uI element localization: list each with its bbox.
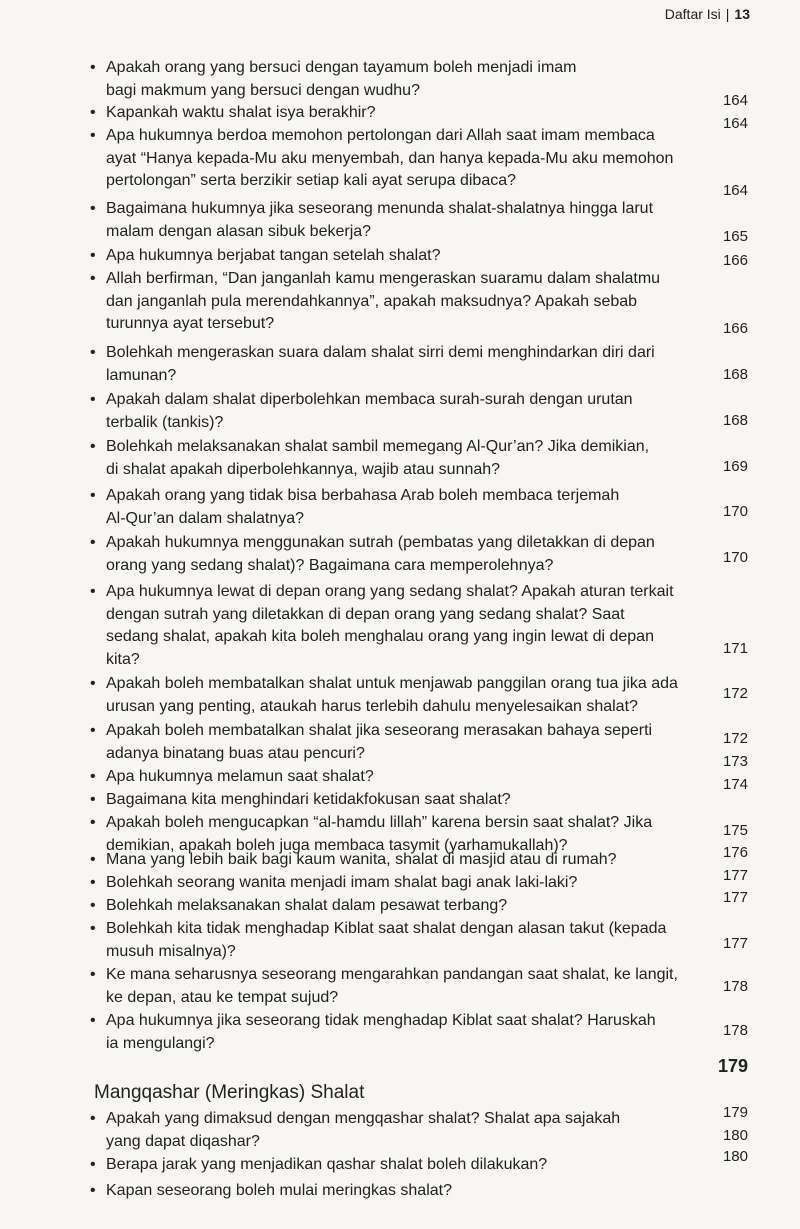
toc-entry-line: ia mengulangi? [106,1034,215,1052]
toc-entry [90,964,790,1009]
page-number: 179 [722,1104,748,1121]
toc-entry [90,849,790,872]
toc-entry-line: Apakah boleh membatalkan shalat untuk menjawab panggilan orang tua jika ada [106,675,678,692]
toc-entry-text [106,581,790,671]
toc-entry [90,1010,790,1055]
toc-entry-text [106,245,790,268]
toc-entry [90,766,790,789]
toc-entry-line: adanya binatang buas atau pencuri? [106,744,365,762]
page-number: 168 [722,412,748,429]
bullet-icon: • [90,1012,96,1029]
page-number: 179 [717,1056,748,1076]
page-number: 178 [722,978,748,995]
toc-entry-text [106,895,790,918]
toc-entry-line: ke depan, atau ke tempat sujud? [106,988,339,1006]
toc-entry-line: Apakah orang yang bersuci dengan tayamum boleh menjadi imam [106,59,577,76]
running-header [665,6,750,22]
toc-entry-line: Apa hukumnya berdoa memohon pertolongan dari Allah saat imam membaca [106,127,655,144]
toc-entry-text [106,1108,790,1153]
bullet-icon: • [90,344,96,361]
toc-entry-text [106,673,790,718]
bullet-icon: • [90,1182,96,1199]
toc-entry-text [106,268,790,336]
toc-entry-text [106,198,790,243]
section-heading: Mangqashar (Meringkas) Shalat [94,1082,365,1103]
bullet-icon: • [90,920,96,937]
bullet-icon: • [90,438,96,455]
bullet-icon: • [90,966,96,983]
toc-entry-line: Apa hukumnya melamun saat shalat? [106,768,374,785]
toc-entry-line: dan janganlah pula merendahkannya”, apakah maksudnya? Apakah sebab [106,292,638,310]
toc-entry-line: Allah berfirman, “Dan janganlah kamu mengeraskan suaramu dalam shalatmu [106,270,661,287]
toc-entry-line: malam dengan alasan sibuk bekerja? [106,222,372,240]
page-number: 164 [722,182,748,199]
header-page-number: 13 [734,6,750,22]
toc-entry-line: Apa hukumnya jika seseorang tidak menghadap Kiblat saat shalat? Haruskah [106,1012,656,1029]
bullet-icon: • [90,59,96,76]
toc-entry-line: Ke mana seharusnya seseorang mengarahkan pandangan saat shalat, ke langit, [106,966,678,983]
toc-entry-line: Bagaimana kita menghindari ketidakfokusan saat shalat? [106,791,511,808]
bullet-icon: • [90,897,96,914]
toc-entry-line: dengan sutrah yang diletakkan di depan orang yang sedang shalat? Saat [106,605,625,623]
page-number: 166 [722,252,748,269]
toc-entry [90,57,790,102]
page-number: 173 [722,753,748,770]
toc-entry-text [106,872,790,895]
toc-entry [90,789,790,812]
bullet-icon: • [90,583,96,600]
toc-entry-line: yang dapat diqashar? [106,1132,260,1150]
toc-entry-line: ayat “Hanya kepada-Mu aku menyembah, dan hanya kepada-Mu aku memohon [106,149,674,167]
toc-entry [90,485,790,530]
toc-entry-text [106,1154,790,1177]
toc-entry-line: Kapan seseorang boleh mulai meringkas shalat? [106,1182,452,1199]
toc-entry-line: Apakah boleh mengucapkan “al-hamdu lillah” karena bersin saat shalat? Jika [106,814,653,831]
toc-entry-text [106,1010,790,1055]
toc-entry-line: Al-Qur’an dalam shalatnya? [106,509,305,527]
bullet-icon: • [90,200,96,217]
page-number: 177 [722,889,748,906]
toc-entry [90,720,790,765]
toc-entry-line: demikian, apakah boleh juga membaca tasymit (yarhamukallah)? [106,836,568,854]
toc-entry-line: Mana yang lebih baik bagi kaum wanita, shalat di masjid atau di rumah? [106,851,617,868]
toc-entry-text [106,789,790,812]
toc-entry-line: turunnya ayat tersebut? [106,315,275,333]
bullet-icon: • [90,874,96,891]
toc-entry-line: Apa hukumnya lewat di depan orang yang sedang shalat? Apakah aturan terkait [106,583,674,600]
page-number: 180 [722,1127,748,1144]
toc-entry-line: lamunan? [106,366,177,384]
bullet-icon: • [90,814,96,831]
toc-entry-line: Apakah yang dimaksud dengan mengqashar shalat? Shalat apa sajakah [106,1110,621,1127]
page-number: 175 [722,822,748,839]
toc-entry [90,125,790,193]
toc-entry-text [106,436,790,481]
toc-entry-line: Apakah hukumnya menggunakan sutrah (pembatas yang diletakkan di depan [106,534,655,551]
toc-entry-text [106,342,790,387]
toc-entry-line: kita? [106,650,140,668]
toc-entry [90,581,790,671]
toc-entry-text [106,389,790,434]
toc-entry [90,436,790,481]
page-number: 170 [722,503,748,520]
toc-entry-line: sedang shalat, apakah kita boleh menghalau orang yang ingin lewat di depan [106,628,654,646]
page-number: 180 [722,1148,748,1165]
page-number: 176 [722,844,748,861]
page-number: 177 [722,867,748,884]
toc-entry [90,245,790,268]
page-number: 170 [722,549,748,566]
bullet-icon: • [90,247,96,264]
toc-entry [90,102,790,125]
toc-entry-text [106,532,790,577]
page-number: 178 [722,1022,748,1039]
bullet-icon: • [90,127,96,144]
toc-entry-line: bagi makmum yang bersuci dengan wudhu? [106,81,420,99]
bullet-icon: • [90,104,96,121]
page-number: 169 [722,458,748,475]
toc-entry [90,673,790,718]
page-number: 172 [722,685,748,702]
bullet-icon: • [90,791,96,808]
toc-entry-line: Bolehkah melaksanakan shalat sambil memegang Al-Qur’an? Jika demikian, [106,438,650,455]
header-separator: | [725,6,730,22]
page-number: 164 [722,92,748,109]
header-section-label: Daftar Isi [664,6,721,22]
section-toc-entry [90,1108,790,1153]
toc-entry-line: Bolehkah seorang wanita menjadi imam shalat bagi anak laki-laki? [106,874,578,891]
bullet-icon: • [90,391,96,408]
page-number: 168 [722,366,748,383]
toc-entry-line: Bagaimana hukumnya jika seseorang menunda shalat-shalatnya hingga larut [106,200,654,217]
toc-entry-text [106,57,790,102]
page-number: 164 [722,115,748,132]
page-number: 166 [722,320,748,337]
toc-entry [90,895,790,918]
bullet-icon: • [90,722,96,739]
toc-entry-line: Berapa jarak yang menjadikan qashar shalat boleh dilakukan? [106,1156,548,1173]
toc-entry-line: Apakah dalam shalat diperbolehkan membaca surah-surah dengan urutan [106,391,633,408]
toc-entry [90,532,790,577]
toc-entry-text [106,102,790,125]
bullet-icon: • [90,851,96,868]
toc-entry-line: Kapankah waktu shalat isya berakhir? [106,104,376,121]
toc-entry [90,389,790,434]
page-number: 177 [722,935,748,952]
toc-entry [90,872,790,895]
bullet-icon: • [90,1156,96,1173]
toc-entry-text [106,125,790,193]
toc-entry [90,918,790,963]
toc-entry-text [106,849,790,872]
section-toc-entry [90,1154,790,1177]
page-number: 171 [722,640,748,657]
toc-entry-line: Apa hukumnya berjabat tangan setelah shalat? [106,247,441,264]
toc-entry-line: Bolehkah mengeraskan suara dalam shalat sirri demi menghindarkan diri dari [106,344,655,361]
toc-entry-line: Bolehkah kita tidak menghadap Kiblat saat shalat dengan alasan takut (kepada [106,920,667,937]
section-toc-entry [90,1180,790,1203]
toc-entry-line: urusan yang penting, ataukah harus terlebih dahulu menyelesaikan shalat? [106,697,638,715]
bullet-icon: • [90,487,96,504]
page-number: 172 [722,730,748,747]
toc-entry-text [106,485,790,530]
toc-entry-line: Apakah boleh membatalkan shalat jika seseorang merasakan bahaya seperti [106,722,653,739]
toc-entry-line: Bolehkah melaksanakan shalat dalam pesawat terbang? [106,897,508,914]
toc-entry-line: terbalik (tankis)? [106,413,224,431]
toc-entry-line: orang yang sedang shalat)? Bagaimana cara memperolehnya? [106,556,554,574]
toc-entry [90,342,790,387]
toc-entry-text [106,918,790,963]
bullet-icon: • [90,675,96,692]
toc-entry-text [106,1180,790,1203]
toc-entry [90,198,790,243]
toc-entry-line: Apakah orang yang tidak bisa berbahasa Arab boleh membaca terjemah [106,487,620,504]
toc-entry [90,268,790,336]
toc-entry-line: di shalat apakah diperbolehkannya, wajib atau sunnah? [106,460,501,478]
toc-entry-line: pertolongan” serta berzikir setiap kali ayat serupa dibaca? [106,172,517,190]
page-number: 165 [722,228,748,245]
page-number: 174 [722,776,748,793]
bullet-icon: • [90,1110,96,1127]
bullet-icon: • [90,270,96,287]
bullet-icon: • [90,768,96,785]
toc-entry-text [106,720,790,765]
toc-entry-text [106,964,790,1009]
bullet-icon: • [90,534,96,551]
toc-entry-line: musuh misalnya)? [106,942,236,960]
toc-entry-text [106,766,790,789]
